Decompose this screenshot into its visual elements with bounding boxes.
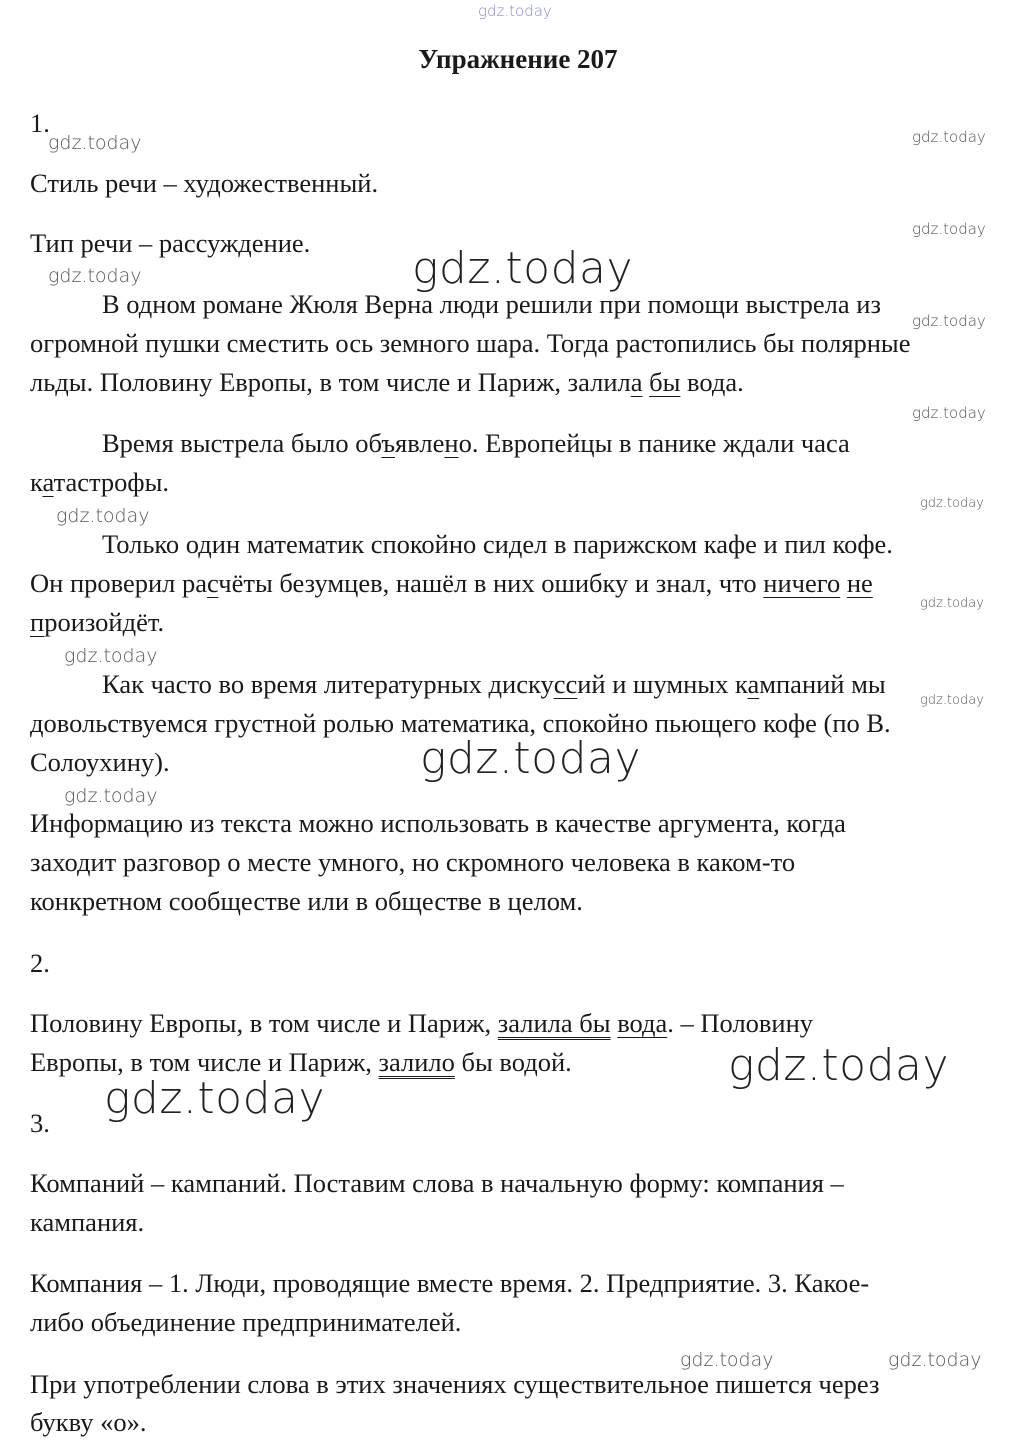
- type-line: Тип речи – рассуждение.: [30, 228, 311, 258]
- watermark: gdz.today: [48, 132, 142, 154]
- underlined-letter: а: [42, 467, 54, 497]
- paragraph-line: Компания – 1. Люди, проводящие вместе время. 2. Предприятие. 3. Какое-: [30, 1268, 870, 1298]
- paragraph-line: Время выстрела было объявлено. Европейцы в панике ждали часа: [102, 428, 850, 458]
- section-3-number: 3.: [30, 1108, 50, 1138]
- info-line: конкретном сообществе или в обществе в целом.: [30, 886, 583, 916]
- underlined-letters: сс: [553, 669, 578, 699]
- underlined-letter: а: [747, 669, 760, 699]
- paragraph-line: льды. Половину Европы, в том числе и Париж, залила бы вода.: [30, 367, 744, 397]
- paragraph-line: Солоухину).: [30, 747, 170, 777]
- paragraph-line: Он проверил расчёты безумцев, нашёл в них ошибку и знал, что ничего не: [30, 568, 873, 598]
- watermark-large: gdz.today: [728, 1040, 950, 1091]
- watermark: gdz.today: [912, 220, 986, 238]
- watermark: gdz.today: [56, 505, 150, 527]
- sentence-line: Половину Европы, в том числе и Париж, залила бы вода. – Половину: [30, 1008, 814, 1038]
- watermark: gdz.today: [912, 404, 986, 422]
- watermark: gdz.today: [680, 1349, 774, 1371]
- watermark: gdz.today: [888, 1349, 982, 1371]
- section-1-number: 1.: [30, 108, 50, 138]
- watermark: gdz.today: [920, 496, 984, 511]
- underlined-letter: ъ: [381, 428, 396, 458]
- paragraph-line: Компаний – кампаний. Поставим слова в начальную форму: компания –: [30, 1168, 844, 1198]
- paragraph-line: огромной пушки сместить ось земного шара. Тогда растопились бы полярные: [30, 328, 911, 358]
- subject-underline: вода: [617, 1008, 668, 1038]
- paragraph-line: Только один математик спокойно сидел в парижском кафе и пил кофе.: [102, 529, 893, 559]
- watermark: gdz.today: [912, 312, 986, 330]
- paragraph-line: Как часто во время литературных дискуссий и шумных кампаний мы: [102, 669, 886, 699]
- watermark-large: gdz.today: [420, 733, 642, 784]
- page-title: Упражнение 207: [418, 44, 618, 74]
- underlined-letter: п: [30, 607, 45, 637]
- watermark-large: gdz.today: [412, 243, 634, 294]
- underlined-word: бы: [649, 367, 681, 397]
- predicate-underline: залило: [378, 1047, 455, 1077]
- underlined-word: ничего: [763, 568, 841, 598]
- paragraph-line: букву «о».: [30, 1407, 147, 1437]
- paragraph-line: довольствуемся грустной ролью математика, спокойно пьющего кофе (по В.: [30, 708, 891, 738]
- paragraph-line: либо объединение предпринимателей.: [30, 1307, 462, 1337]
- style-line: Стиль речи – художественный.: [30, 168, 379, 198]
- underlined-letter: н: [444, 428, 459, 458]
- watermark: gdz.today: [912, 128, 986, 146]
- sentence-line: Европы, в том числе и Париж, залило бы водой.: [30, 1047, 572, 1077]
- watermark: gdz.today: [64, 645, 158, 667]
- underlined-letter: а: [630, 367, 643, 397]
- underlined-letter: с: [207, 568, 219, 598]
- predicate-underline: залила бы: [497, 1008, 611, 1038]
- watermark: gdz.today: [64, 785, 158, 807]
- underlined-word: не: [846, 568, 873, 598]
- paragraph-line: В одном романе Жюля Верна люди решили при помощи выстрела из: [102, 289, 881, 319]
- watermark: gdz.today: [920, 596, 984, 611]
- info-line: Информацию из текста можно использовать в качестве аргумента, когда: [30, 808, 846, 838]
- paragraph-line: произойдёт.: [30, 607, 165, 637]
- info-line: заходит разговор о месте умного, но скромного человека в каком-то: [30, 847, 796, 877]
- paragraph-line: При употреблении слова в этих значениях существительное пишется через: [30, 1369, 880, 1399]
- watermark-large: gdz.today: [104, 1073, 326, 1124]
- section-2-number: 2.: [30, 948, 50, 978]
- paragraph-line: кампания.: [30, 1207, 145, 1237]
- paragraph-line: катастрофы.: [30, 467, 169, 497]
- watermark: gdz.today: [920, 693, 984, 708]
- watermark: gdz.today: [48, 265, 142, 287]
- watermark-top: gdz.today: [478, 2, 552, 20]
